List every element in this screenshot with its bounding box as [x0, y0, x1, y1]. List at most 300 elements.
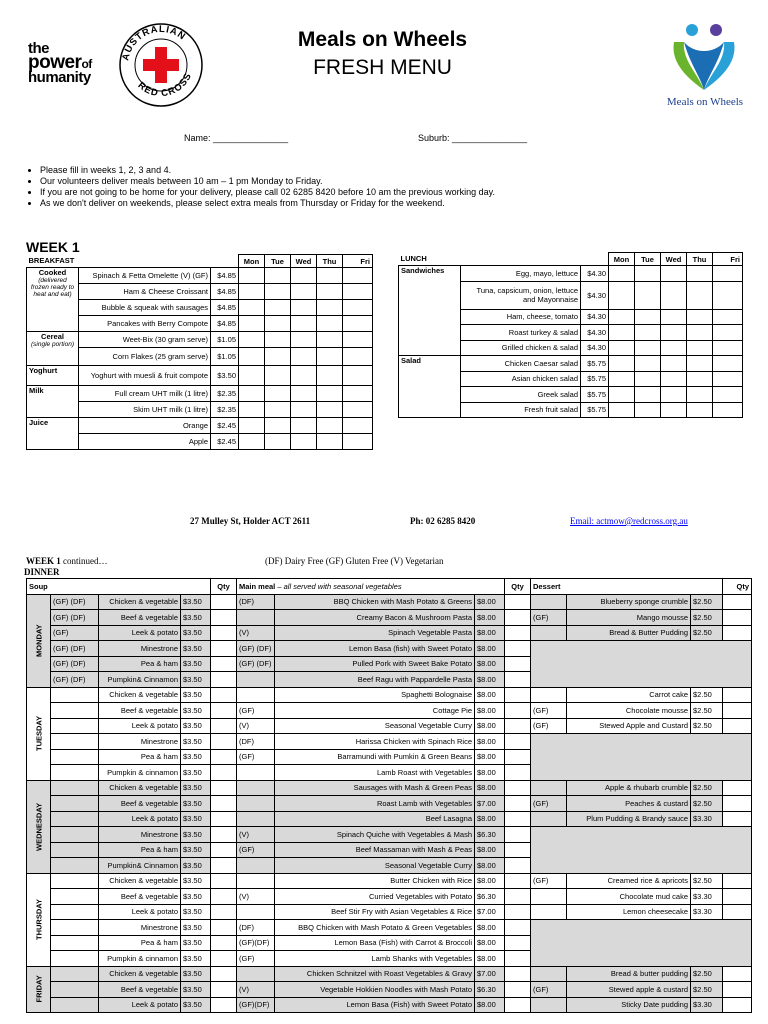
main-diet-tag: (DF) — [237, 920, 275, 936]
soup-qty[interactable] — [211, 594, 237, 610]
soup-qty[interactable] — [211, 687, 237, 703]
soup-qty[interactable] — [211, 811, 237, 827]
main-price: $8.00 — [475, 703, 505, 719]
soup-price: $3.50 — [181, 672, 211, 688]
order-checkbox[interactable] — [713, 266, 743, 282]
soup-qty[interactable] — [211, 641, 237, 657]
order-checkbox[interactable] — [343, 418, 373, 434]
name-field[interactable]: Name: _______________ — [184, 133, 289, 143]
soup-qty[interactable] — [211, 951, 237, 967]
order-checkbox[interactable] — [317, 316, 343, 332]
main-header — [237, 579, 505, 595]
order-checkbox[interactable] — [713, 356, 743, 372]
main-qty[interactable] — [505, 641, 531, 657]
dessert-name: Bread & Butter Pudding — [567, 625, 691, 641]
main-name: BBQ Chicken with Mash Potato & Greens — [275, 594, 475, 610]
main-qty[interactable] — [505, 796, 531, 812]
main-qty[interactable] — [505, 904, 531, 920]
dessert-qty[interactable] — [723, 718, 752, 734]
order-checkbox[interactable] — [239, 348, 265, 366]
menu-row — [27, 268, 373, 284]
soup-qty[interactable] — [211, 997, 237, 1013]
order-checkbox[interactable] — [713, 309, 743, 325]
item-price: $4.85 — [211, 284, 239, 300]
soup-qty[interactable] — [211, 904, 237, 920]
order-checkbox[interactable] — [343, 332, 373, 348]
dessert-diet-tag: (GF) — [531, 982, 567, 998]
soup-name: Beef & vegetable — [99, 610, 181, 626]
soup-price: $3.50 — [181, 718, 211, 734]
soup-name: Pumpkin & cinnamon — [99, 951, 181, 967]
order-checkbox[interactable] — [317, 434, 343, 450]
dietary-legend: (DF) Dairy Free (GF) Gluten Free (V) Vegetarian — [265, 556, 444, 566]
main-qty[interactable] — [505, 842, 531, 858]
dessert-name: Blueberry sponge crumble — [567, 594, 691, 610]
dessert-qty[interactable] — [723, 687, 752, 703]
order-checkbox[interactable] — [687, 281, 713, 309]
order-checkbox[interactable] — [635, 371, 661, 387]
day-header: Fri — [343, 255, 373, 268]
dessert-diet-tag: (GF) — [531, 718, 567, 734]
dessert-name: Carrot cake — [567, 687, 691, 703]
soup-name: Minestrone — [99, 734, 181, 750]
dessert-empty — [531, 935, 752, 951]
dinner-row — [27, 997, 752, 1013]
item-name: Corn Flakes (25 gram serve) — [79, 348, 211, 366]
soup-price: $3.50 — [181, 780, 211, 796]
soup-header: Soup — [27, 579, 99, 595]
order-checkbox[interactable] — [687, 356, 713, 372]
order-checkbox[interactable] — [291, 366, 317, 386]
order-checkbox[interactable] — [713, 340, 743, 356]
order-checkbox[interactable] — [291, 316, 317, 332]
soup-name: Chicken & vegetable — [99, 873, 181, 889]
main-diet-tag — [237, 610, 275, 626]
main-name: Cottage Pie — [275, 703, 475, 719]
dessert-diet-tag — [531, 625, 567, 641]
continued-suffix: continued… — [60, 556, 108, 566]
soup-diet-tag — [51, 780, 99, 796]
dessert-qty[interactable] — [723, 966, 752, 982]
dinner-row — [27, 672, 752, 688]
soup-diet-tag — [51, 796, 99, 812]
order-checkbox[interactable] — [343, 268, 373, 284]
soup-qty[interactable] — [211, 749, 237, 765]
dinner-row — [27, 749, 752, 765]
order-checkbox[interactable] — [291, 434, 317, 450]
order-checkbox[interactable] — [291, 418, 317, 434]
main-qty[interactable] — [505, 594, 531, 610]
order-checkbox[interactable] — [239, 316, 265, 332]
order-checkbox[interactable] — [661, 266, 687, 282]
dessert-empty — [531, 858, 752, 874]
order-checkbox[interactable] — [609, 356, 635, 372]
order-checkbox[interactable] — [265, 300, 291, 316]
order-checkbox[interactable] — [239, 386, 265, 402]
main-price: $8.00 — [475, 656, 505, 672]
soup-qty[interactable] — [211, 780, 237, 796]
instruction-item: • Our volunteers deliver meals between 10 am – 1 pm Monday to Friday. — [40, 176, 495, 187]
soup-qty[interactable] — [211, 703, 237, 719]
item-price: $5.75 — [581, 356, 609, 372]
soup-qty[interactable] — [211, 873, 237, 889]
order-checkbox[interactable] — [343, 366, 373, 386]
dessert-qty[interactable] — [723, 796, 752, 812]
soup-qty[interactable] — [211, 672, 237, 688]
main-qty[interactable] — [505, 966, 531, 982]
order-checkbox[interactable] — [609, 340, 635, 356]
order-checkbox[interactable] — [343, 386, 373, 402]
order-checkbox[interactable] — [239, 402, 265, 418]
main-qty[interactable] — [505, 827, 531, 843]
item-name: Orange — [79, 418, 211, 434]
order-checkbox[interactable] — [265, 418, 291, 434]
order-checkbox[interactable] — [239, 366, 265, 386]
item-name: Grilled chicken & salad — [461, 340, 581, 356]
order-checkbox[interactable] — [317, 348, 343, 366]
main-name: Vegetable Hokkien Noodles with Mash Potato — [275, 982, 475, 998]
order-checkbox[interactable] — [687, 340, 713, 356]
dinner-heading: DINNER — [24, 567, 60, 577]
soup-diet-tag: (GF) (DF) — [51, 641, 99, 657]
red-cross-logo — [118, 20, 204, 110]
order-checkbox[interactable] — [635, 340, 661, 356]
main-price: $8.00 — [475, 842, 505, 858]
soup-qty[interactable] — [211, 827, 237, 843]
main-name: Lemon Basa (Fish) with Carrot & Broccoli — [275, 935, 475, 951]
soup-name: Beef & vegetable — [99, 889, 181, 905]
soup-name: Leek & potato — [99, 718, 181, 734]
soup-name: Pea & ham — [99, 935, 181, 951]
instruction-item: • Please fill in weeks 1, 2, 3 and 4. — [40, 165, 495, 176]
order-checkbox[interactable] — [239, 284, 265, 300]
main-qty[interactable] — [505, 780, 531, 796]
order-checkbox[interactable] — [713, 371, 743, 387]
main-qty[interactable] — [505, 889, 531, 905]
order-checkbox[interactable] — [661, 309, 687, 325]
soup-price: $3.50 — [181, 858, 211, 874]
menu-row — [27, 418, 373, 434]
main-diet-tag: (DF) — [237, 734, 275, 750]
soup-price: $3.50 — [181, 873, 211, 889]
order-checkbox[interactable] — [661, 387, 687, 403]
dessert-qty[interactable] — [723, 625, 752, 641]
main-name: Seasonal Vegetable Curry — [275, 718, 475, 734]
soup-diet-tag — [51, 982, 99, 998]
dessert-diet-tag — [531, 889, 567, 905]
category-note: (single portion) — [31, 341, 74, 348]
dessert-empty — [531, 734, 752, 750]
order-checkbox[interactable] — [239, 418, 265, 434]
soup-price: $3.50 — [181, 997, 211, 1013]
soup-qty[interactable] — [211, 610, 237, 626]
order-checkbox[interactable] — [609, 266, 635, 282]
menu-row — [27, 300, 373, 316]
main-name: Spinach Quiche with Vegetables & Mash — [275, 827, 475, 843]
soup-name: Pea & ham — [99, 842, 181, 858]
day-header: Fri — [713, 253, 743, 266]
order-checkbox[interactable] — [317, 418, 343, 434]
main-qty[interactable] — [505, 935, 531, 951]
main-price: $7.00 — [475, 966, 505, 982]
soup-price: $3.50 — [181, 827, 211, 843]
order-checkbox[interactable] — [687, 402, 713, 418]
order-checkbox[interactable] — [343, 402, 373, 418]
day-label: MONDAY — [27, 594, 51, 687]
day-header: Thu — [317, 255, 343, 268]
order-checkbox[interactable] — [661, 340, 687, 356]
dinner-row — [27, 703, 752, 719]
main-diet-tag: (V) — [237, 982, 275, 998]
order-checkbox[interactable] — [609, 371, 635, 387]
dessert-empty — [531, 641, 752, 657]
soup-qty[interactable] — [211, 920, 237, 936]
order-checkbox[interactable] — [635, 281, 661, 309]
dinner-row — [27, 641, 752, 657]
main-qty[interactable] — [505, 858, 531, 874]
order-checkbox[interactable] — [635, 387, 661, 403]
main-qty[interactable] — [505, 811, 531, 827]
item-price: $5.75 — [581, 387, 609, 403]
order-checkbox[interactable] — [635, 309, 661, 325]
main-qty[interactable] — [505, 749, 531, 765]
main-qty[interactable] — [505, 625, 531, 641]
main-diet-tag — [237, 765, 275, 781]
soup-diet-tag — [51, 703, 99, 719]
order-checkbox[interactable] — [343, 284, 373, 300]
order-checkbox[interactable] — [239, 300, 265, 316]
order-checkbox[interactable] — [713, 387, 743, 403]
item-name: Full cream UHT milk (1 litre) — [79, 386, 211, 402]
order-checkbox[interactable] — [317, 366, 343, 386]
soup-diet-tag: (GF) — [51, 625, 99, 641]
main-qty[interactable] — [505, 718, 531, 734]
soup-qty[interactable] — [211, 889, 237, 905]
order-checkbox[interactable] — [343, 348, 373, 366]
dessert-qty[interactable] — [723, 811, 752, 827]
dessert-empty — [531, 842, 752, 858]
main-price: $6.30 — [475, 889, 505, 905]
item-name: Ham, cheese, tomato — [461, 309, 581, 325]
main-name: Lamb Roast with Vegetables — [275, 765, 475, 781]
category-cell — [27, 386, 79, 418]
main-price: $8.00 — [475, 718, 505, 734]
order-checkbox[interactable] — [343, 316, 373, 332]
main-diet-tag: (GF) — [237, 951, 275, 967]
order-checkbox[interactable] — [635, 266, 661, 282]
day-label: WEDNESDAY — [27, 780, 51, 873]
order-checkbox[interactable] — [609, 325, 635, 341]
order-checkbox[interactable] — [317, 332, 343, 348]
order-checkbox[interactable] — [291, 284, 317, 300]
dinner-row — [27, 796, 752, 812]
order-checkbox[interactable] — [265, 316, 291, 332]
dessert-name: Apple & rhubarb crumble — [567, 780, 691, 796]
dinner-row — [27, 610, 752, 626]
soup-diet-tag — [51, 749, 99, 765]
order-checkbox[interactable] — [291, 332, 317, 348]
soup-qty[interactable] — [211, 625, 237, 641]
main-price: $8.00 — [475, 935, 505, 951]
soup-name: Beef & vegetable — [99, 796, 181, 812]
main-name: Barramundi with Pumkin & Green Beans — [275, 749, 475, 765]
order-checkbox[interactable] — [265, 284, 291, 300]
order-checkbox[interactable] — [239, 434, 265, 450]
order-checkbox[interactable] — [687, 309, 713, 325]
menu-row — [27, 332, 373, 348]
order-checkbox[interactable] — [713, 325, 743, 341]
order-checkbox[interactable] — [687, 266, 713, 282]
order-checkbox[interactable] — [687, 387, 713, 403]
order-checkbox[interactable] — [291, 348, 317, 366]
order-checkbox[interactable] — [661, 371, 687, 387]
dessert-diet-tag — [531, 594, 567, 610]
continued-label — [26, 556, 108, 566]
main-name: Beef Massaman with Mash & Peas — [275, 842, 475, 858]
day-header: Mon — [609, 253, 635, 266]
soup-qty[interactable] — [211, 858, 237, 874]
order-checkbox[interactable] — [239, 332, 265, 348]
dinner-row — [27, 966, 752, 982]
menu-row — [399, 266, 743, 282]
main-price: $7.00 — [475, 796, 505, 812]
main-qty[interactable] — [505, 920, 531, 936]
main-price: $8.00 — [475, 734, 505, 750]
soup-price: $3.50 — [181, 610, 211, 626]
soup-qty[interactable] — [211, 982, 237, 998]
order-checkbox[interactable] — [317, 284, 343, 300]
order-checkbox[interactable] — [687, 371, 713, 387]
order-checkbox[interactable] — [291, 386, 317, 402]
order-checkbox[interactable] — [291, 300, 317, 316]
dessert-qty[interactable] — [723, 889, 752, 905]
main-price: $8.00 — [475, 594, 505, 610]
suburb-field[interactable]: Suburb: _______________ — [418, 133, 528, 143]
order-checkbox[interactable] — [635, 356, 661, 372]
email-link[interactable]: Email: actmow@redcross.org.au — [570, 516, 688, 526]
main-qty[interactable] — [505, 703, 531, 719]
main-price: $8.00 — [475, 858, 505, 874]
dessert-qty[interactable] — [723, 982, 752, 998]
order-checkbox[interactable] — [291, 402, 317, 418]
order-checkbox[interactable] — [317, 402, 343, 418]
order-checkbox[interactable] — [635, 325, 661, 341]
order-checkbox[interactable] — [265, 332, 291, 348]
order-checkbox[interactable] — [661, 356, 687, 372]
dessert-qty[interactable] — [723, 780, 752, 796]
order-checkbox[interactable] — [661, 281, 687, 309]
main-diet-tag — [237, 811, 275, 827]
dinner-row — [27, 625, 752, 641]
main-qty[interactable] — [505, 734, 531, 750]
order-checkbox[interactable] — [265, 402, 291, 418]
category-name: Milk — [29, 386, 44, 395]
order-checkbox[interactable] — [609, 309, 635, 325]
order-checkbox[interactable] — [609, 281, 635, 309]
item-price: $4.30 — [581, 266, 609, 282]
main-name: Sausages with Mash & Green Peas — [275, 780, 475, 796]
order-checkbox[interactable] — [661, 325, 687, 341]
soup-qty[interactable] — [211, 765, 237, 781]
dessert-qty[interactable] — [723, 594, 752, 610]
main-qty[interactable] — [505, 873, 531, 889]
main-diet-tag: (V) — [237, 889, 275, 905]
main-name: Creamy Bacon & Mushroom Pasta — [275, 610, 475, 626]
dessert-qty[interactable] — [723, 904, 752, 920]
soup-qty[interactable] — [211, 796, 237, 812]
main-name: Pulled Pork with Sweet Bake Potato — [275, 656, 475, 672]
order-checkbox[interactable] — [317, 268, 343, 284]
dessert-qty[interactable] — [723, 873, 752, 889]
dessert-price: $2.50 — [691, 966, 723, 982]
main-qty[interactable] — [505, 672, 531, 688]
category-cell — [27, 366, 79, 386]
order-checkbox[interactable] — [635, 402, 661, 418]
order-checkbox[interactable] — [713, 402, 743, 418]
order-checkbox[interactable] — [265, 434, 291, 450]
order-checkbox[interactable] — [265, 268, 291, 284]
order-checkbox[interactable] — [609, 387, 635, 403]
order-checkbox[interactable] — [661, 402, 687, 418]
soup-name: Minestrone — [99, 827, 181, 843]
dessert-name: Stewed apple & custard — [567, 982, 691, 998]
soup-qty[interactable] — [211, 935, 237, 951]
order-checkbox[interactable] — [265, 348, 291, 366]
order-checkbox[interactable] — [265, 366, 291, 386]
dessert-name: Chocolate mud cake — [567, 889, 691, 905]
dessert-qty[interactable] — [723, 997, 752, 1013]
soup-name: Chicken & vegetable — [99, 780, 181, 796]
dessert-qty[interactable] — [723, 610, 752, 626]
order-checkbox[interactable] — [343, 434, 373, 450]
svg-text:RED CROSS: RED CROSS — [135, 71, 195, 100]
item-name: Spinach & Fetta Omelette (V) (GF) — [79, 268, 211, 284]
soup-diet-tag — [51, 935, 99, 951]
main-qty[interactable] — [505, 997, 531, 1013]
order-checkbox[interactable] — [343, 300, 373, 316]
main-price: $8.00 — [475, 672, 505, 688]
main-qty[interactable] — [505, 951, 531, 967]
main-qty[interactable] — [505, 656, 531, 672]
main-qty[interactable] — [505, 687, 531, 703]
dinner-row — [27, 734, 752, 750]
item-price: $1.05 — [211, 332, 239, 348]
item-name: Skim UHT milk (1 litre) — [79, 402, 211, 418]
order-checkbox[interactable] — [291, 268, 317, 284]
soup-qty[interactable] — [211, 966, 237, 982]
order-checkbox[interactable] — [317, 386, 343, 402]
order-checkbox[interactable] — [713, 281, 743, 309]
main-diet-tag: (GF) — [237, 703, 275, 719]
main-qty[interactable] — [505, 982, 531, 998]
order-checkbox[interactable] — [317, 300, 343, 316]
breakfast-table — [26, 254, 373, 450]
soup-qty[interactable] — [211, 842, 237, 858]
dessert-qty[interactable] — [723, 703, 752, 719]
order-checkbox[interactable] — [609, 402, 635, 418]
soup-qty[interactable] — [211, 734, 237, 750]
item-name: Apple — [79, 434, 211, 450]
category-name: Sandwiches — [399, 266, 461, 356]
main-qty[interactable] — [505, 610, 531, 626]
order-checkbox[interactable] — [239, 268, 265, 284]
soup-qty[interactable] — [211, 656, 237, 672]
order-checkbox[interactable] — [687, 325, 713, 341]
soup-qty[interactable] — [211, 718, 237, 734]
order-checkbox[interactable] — [265, 386, 291, 402]
dessert-diet-tag — [531, 904, 567, 920]
main-qty[interactable] — [505, 765, 531, 781]
